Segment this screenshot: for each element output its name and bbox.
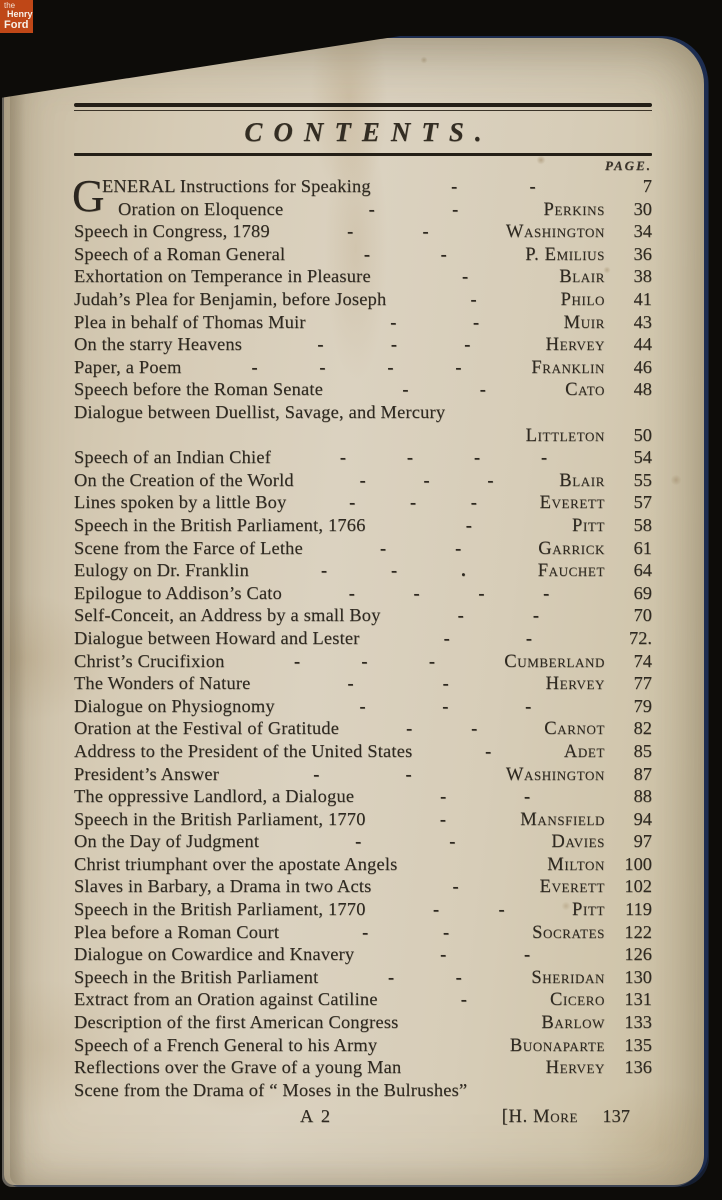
dash-separator: - <box>409 492 417 513</box>
toc-author: Adet <box>563 740 605 762</box>
toc-author: Philo <box>560 289 605 311</box>
dash-separators <box>386 288 560 311</box>
toc-entry-title: Exhortation on Temperance in Pleasure <box>74 266 371 287</box>
toc-page-number: 94 <box>633 808 652 829</box>
toc-row <box>74 559 652 582</box>
toc-page-number: 72. <box>629 627 652 648</box>
page-column-label: PAGE. <box>605 158 652 174</box>
dash-separator: - <box>472 311 480 332</box>
toc-entry-title: Description of the first American Congress <box>74 1012 399 1033</box>
toc-author: Hervey <box>545 1057 605 1079</box>
toc-entry-title: Speech in the British Parliament, 1770 <box>74 899 366 920</box>
toc-row <box>74 582 652 605</box>
toc-row <box>74 469 652 492</box>
title-rule <box>74 153 652 156</box>
toc-page-number: 119 <box>625 899 652 920</box>
toc-entry-title: Oration on Eloquence <box>118 198 284 219</box>
footer-page-number: 137 <box>602 1106 630 1127</box>
toc-author: Franklin <box>531 356 605 378</box>
toc-row <box>74 537 652 560</box>
toc-author: Socrates <box>532 921 605 943</box>
toc-entry-title: Extract from an Oration against Catiline <box>74 989 378 1010</box>
toc-list <box>72 171 652 1101</box>
toc-entry-title: On the Day of Judgment <box>74 831 260 852</box>
toc-author: Mansfield <box>520 808 605 830</box>
dash-separator: - <box>452 876 459 897</box>
toc-row <box>74 333 652 356</box>
toc-entry-title: Speech before the Roman Senate <box>74 379 324 400</box>
toc-row <box>74 717 652 740</box>
dash-separator: - <box>470 492 477 513</box>
dash-separators <box>412 740 563 763</box>
toc-entry-title: Oration at the Festival of Gratitude <box>74 718 340 739</box>
toc-row <box>74 220 652 243</box>
dash-separators <box>275 695 616 718</box>
dash-separator: - <box>524 786 531 807</box>
dash-separator: - <box>391 560 398 581</box>
toc-row <box>74 740 652 763</box>
dash-separators <box>242 333 546 356</box>
toc-row <box>74 830 652 853</box>
toc-entry-title: Speech in Congress, 1789 <box>74 221 270 242</box>
dash-separator: - <box>452 198 459 219</box>
dash-separator: . <box>461 560 466 581</box>
dash-separator: - <box>428 650 435 671</box>
toc-page-number: 30 <box>633 198 652 219</box>
footer-author: [H. More <box>501 1106 578 1128</box>
toc-row <box>74 446 652 469</box>
dash-separator: - <box>362 921 369 942</box>
page-title: CONTENTS. <box>244 117 493 148</box>
dash-separators <box>318 966 531 989</box>
toc-entry-title: Christ’s Crucifixion <box>74 650 225 671</box>
dash-separator: - <box>443 921 450 942</box>
dash-separator: - <box>455 537 462 558</box>
dash-separators <box>354 785 616 808</box>
top-rule-thick <box>74 103 652 107</box>
toc-page-number: 34 <box>633 221 652 242</box>
toc-page-number: 77 <box>633 673 652 694</box>
dash-separator: - <box>387 966 395 987</box>
toc-author: Pitt <box>572 899 605 921</box>
dash-separator: - <box>440 944 447 965</box>
toc-row <box>74 356 652 379</box>
logo-line-the: the <box>4 1 16 10</box>
toc-author: Cicero <box>549 989 605 1011</box>
toc-author: Blair <box>559 266 605 288</box>
dash-separator: - <box>347 221 354 242</box>
dash-separators <box>381 604 616 627</box>
dash-separators <box>323 378 565 401</box>
dash-separators <box>294 469 559 492</box>
toc-author: Cumberland <box>504 650 605 672</box>
dash-separators <box>354 943 616 966</box>
dash-separators <box>251 672 546 695</box>
dash-separator: - <box>368 198 375 219</box>
toc-entry-title: Dialogue on Physiognomy <box>74 695 275 716</box>
toc-page-number: 135 <box>624 1034 652 1055</box>
dash-separators <box>285 243 525 266</box>
toc-entry-title: Speech of an Indian Chief <box>74 447 272 468</box>
toc-row <box>74 265 652 288</box>
dash-separators <box>372 875 540 898</box>
toc-row <box>74 943 652 966</box>
dash-separators <box>259 830 551 853</box>
toc-row <box>74 1034 652 1057</box>
toc-entry-title: President’s Answer <box>74 763 220 784</box>
toc-row <box>74 288 652 311</box>
toc-author: P. Emilius <box>525 243 605 265</box>
dash-separator: - <box>406 718 413 739</box>
toc-page-number: 136 <box>624 1057 652 1078</box>
dash-separator: - <box>479 379 486 400</box>
dash-separators <box>339 717 544 740</box>
dash-separator: - <box>293 650 301 671</box>
dash-separator: - <box>455 356 462 377</box>
toc-entry-title: Scene from the Drama of “ Moses in the Bulrushes” <box>74 1079 468 1100</box>
toc-row <box>74 1056 652 1079</box>
toc-entry-title: Dialogue on Cowardice and Knavery <box>74 944 355 965</box>
dash-separator: - <box>379 537 387 558</box>
dash-separator: - <box>540 447 548 468</box>
dash-separator: - <box>432 899 440 920</box>
dash-separators <box>282 582 616 605</box>
toc-page-number: 58 <box>633 514 652 535</box>
toc-entry-title: Speech in the British Parliament, 1766 <box>74 514 366 535</box>
toc-row <box>74 198 652 221</box>
toc-author: Fauchet <box>537 560 605 582</box>
logo-line-henry: Henry <box>7 9 33 19</box>
toc-author: Davies <box>551 831 605 853</box>
toc-entry-title: Address to the President of the United States <box>74 740 413 761</box>
dash-separator: - <box>498 899 505 920</box>
dash-separator: - <box>449 831 456 852</box>
toc-row <box>74 378 652 401</box>
dash-separators <box>366 514 572 537</box>
dash-separator: - <box>413 582 420 603</box>
toc-author: Hervey <box>545 673 605 695</box>
dash-separator: - <box>359 469 366 490</box>
dash-separator: - <box>320 560 328 581</box>
page-content <box>4 38 704 1129</box>
toc-author: Carnot <box>544 718 605 740</box>
toc-entry-title: Speech in the British Parliament, 1770 <box>74 808 366 829</box>
signature-mark: A 2 <box>300 1106 333 1127</box>
toc-entry-title: Lines spoken by a little Boy <box>74 492 287 513</box>
dash-separator: - <box>363 243 370 264</box>
toc-page-number: 85 <box>633 740 652 761</box>
toc-entry-title: Dialogue between Howard and Lester <box>74 627 360 648</box>
toc-page-number: 130 <box>624 966 652 987</box>
toc-page-number: 55 <box>633 469 652 490</box>
toc-footer <box>74 1106 652 1129</box>
toc-page-number: 82 <box>633 718 652 739</box>
toc-row <box>74 627 652 650</box>
toc-entry-title: The Wonders of Nature <box>74 673 251 694</box>
toc-author: Littleton <box>525 424 605 446</box>
dash-separator: - <box>348 582 355 603</box>
dash-separator: - <box>317 334 324 355</box>
toc-page-number: 74 <box>633 650 652 671</box>
dash-separator: - <box>347 673 354 694</box>
toc-row <box>74 491 652 514</box>
dash-separator: - <box>470 289 477 310</box>
dash-separator: - <box>361 650 368 671</box>
toc-author: Hervey <box>545 334 605 356</box>
toc-page-number: 122 <box>624 921 652 942</box>
dash-separators <box>219 763 506 786</box>
dash-separators <box>271 446 616 469</box>
toc-author: Cato <box>565 379 605 401</box>
dash-separators <box>303 537 538 560</box>
toc-page-number: 44 <box>633 334 652 355</box>
toc-author: Everett <box>539 492 605 514</box>
dash-separator: - <box>339 447 347 468</box>
toc-author: Barlow <box>541 1012 605 1034</box>
toc-row <box>74 401 652 424</box>
toc-row <box>74 921 652 944</box>
dash-separators <box>249 559 538 582</box>
logo-line-ford: Ford <box>4 19 29 31</box>
toc-page-number: 64 <box>633 560 652 581</box>
dash-separator: - <box>455 966 462 987</box>
dash-separators <box>225 650 505 673</box>
toc-entry-title: Slaves in Barbary, a Drama in two Acts <box>74 876 372 897</box>
dash-separator: - <box>524 944 531 965</box>
dash-separators <box>306 311 564 334</box>
toc-page-number: 61 <box>633 537 652 558</box>
dash-separator: - <box>251 356 258 377</box>
toc-entry-title: Speech of a French General to his Army <box>74 1034 378 1055</box>
toc-row <box>74 1011 652 1034</box>
toc-entry-title: Scene from the Farce of Lethe <box>74 537 303 558</box>
dash-separator: - <box>402 379 409 400</box>
toc-author: Everett <box>539 876 605 898</box>
toc-page-number: 54 <box>633 447 652 468</box>
toc-page-number: 50 <box>633 424 652 445</box>
dash-separator: - <box>471 718 478 739</box>
toc-entry-title: Christ triumphant over the apostate Angels <box>74 853 398 874</box>
toc-page-number: 36 <box>633 243 652 264</box>
toc-page-number: 87 <box>633 763 652 784</box>
toc-author: Garrick <box>538 537 605 559</box>
toc-row <box>74 243 652 266</box>
toc-entry-title: On the Creation of the World <box>74 469 294 490</box>
toc-entry-title: Speech of a Roman General <box>74 243 286 264</box>
toc-page-number: 48 <box>633 379 652 400</box>
dash-separator: - <box>451 176 458 197</box>
dash-separators <box>378 988 550 1011</box>
dash-separator: - <box>406 447 414 468</box>
toc-page-number: 41 <box>633 289 652 310</box>
dash-separator: - <box>487 469 494 490</box>
dash-separator: - <box>440 786 447 807</box>
toc-page-number: 79 <box>633 695 652 716</box>
toc-row <box>74 650 652 673</box>
toc-page-number: 133 <box>624 1012 652 1033</box>
toc-entry-title: Plea in behalf of Thomas Muir <box>74 311 306 332</box>
toc-page-number: 131 <box>624 989 652 1010</box>
toc-row <box>74 424 652 447</box>
toc-page-number: 88 <box>633 786 652 807</box>
toc-author: Muir <box>563 311 605 333</box>
toc-row <box>74 853 652 876</box>
toc-row <box>74 695 652 718</box>
dash-separators <box>371 265 559 288</box>
dash-separators <box>366 898 572 921</box>
toc-row <box>74 988 652 1011</box>
toc-row <box>74 672 652 695</box>
dash-separator: - <box>349 492 356 513</box>
dash-separator: - <box>359 695 366 716</box>
toc-row <box>74 514 652 537</box>
dash-separator: - <box>387 356 394 377</box>
toc-row <box>74 604 652 627</box>
dash-separator: - <box>423 469 430 490</box>
toc-author: Washington <box>505 763 605 785</box>
toc-entry-title: The oppressive Landlord, a Dialogue <box>74 786 355 807</box>
dash-separators <box>283 198 543 221</box>
dash-separators <box>270 220 506 243</box>
dash-separator: - <box>439 808 446 829</box>
dash-separator: - <box>525 627 532 648</box>
toc-author: Perkins <box>543 198 605 220</box>
toc-page-number: 46 <box>633 356 652 377</box>
toc-author: Milton <box>547 853 605 875</box>
toc-entry-title: Speech in the British Parliament <box>74 966 319 987</box>
dash-separator: - <box>442 673 449 694</box>
toc-entry-title: Self-Conceit, an Address by a small Boy <box>74 605 381 626</box>
toc-author: Blair <box>559 469 605 491</box>
dash-separator: - <box>319 356 326 377</box>
dash-separator: - <box>529 176 536 197</box>
dash-separator: - <box>355 831 362 852</box>
dash-separator: - <box>422 221 429 242</box>
book-page <box>4 38 704 1185</box>
toc-row <box>74 875 652 898</box>
toc-page-number: 57 <box>633 492 652 513</box>
toc-page-number: 100 <box>624 853 652 874</box>
dash-separator: - <box>443 627 450 648</box>
toc-author: Washington <box>505 221 605 243</box>
toc-entry-title: Dialogue between Duellist, Savage, and Mercury <box>74 402 446 422</box>
dash-separators <box>279 921 532 944</box>
dash-separator: - <box>532 605 539 626</box>
dash-separator: - <box>462 266 469 287</box>
toc-entry-title: Paper, a Poem <box>74 356 182 377</box>
toc-page-number: 126 <box>624 944 652 965</box>
dash-separator: - <box>473 447 481 468</box>
dash-separator: - <box>440 243 447 264</box>
toc-page-number: 70 <box>633 605 652 626</box>
toc-page-number: 7 <box>642 176 652 197</box>
toc-entry-title: Plea before a Roman Court <box>74 921 280 942</box>
toc-entry-title: Eulogy on Dr. Franklin <box>74 560 250 581</box>
top-rule-thin <box>74 110 652 111</box>
dash-separator: - <box>465 514 472 535</box>
toc-page-number: 102 <box>624 876 652 897</box>
dash-separator: - <box>485 740 492 761</box>
dash-separator: - <box>464 334 471 355</box>
dash-separator: - <box>457 605 464 626</box>
dash-separator: - <box>543 582 550 603</box>
dash-separator: - <box>313 763 320 784</box>
dash-separator: - <box>390 334 397 355</box>
dash-separators <box>360 627 616 650</box>
toc-page-number: 97 <box>633 831 652 852</box>
dash-separators <box>366 808 521 831</box>
dash-separator: - <box>405 763 412 784</box>
toc-entry-title: Reflections over the Grave of a young Man <box>74 1057 402 1078</box>
toc-row <box>74 898 652 921</box>
dash-separator: - <box>390 311 397 332</box>
toc-row <box>74 785 652 808</box>
dash-separator: - <box>442 695 449 716</box>
toc-entry-title: Judah’s Plea for Benjamin, before Joseph <box>74 289 387 310</box>
toc-row <box>74 311 652 334</box>
toc-author: Buonaparte <box>509 1034 605 1056</box>
toc-page-number: 69 <box>633 582 652 603</box>
toc-entry-title: On the starry Heavens <box>74 334 243 355</box>
drop-cap-letter: G <box>72 171 105 222</box>
toc-row <box>74 966 652 989</box>
dash-separators <box>371 175 616 198</box>
toc-author: Pitt <box>572 514 605 536</box>
toc-row <box>74 808 652 831</box>
toc-entry-title: ENERAL Instructions for Speaking <box>102 176 371 197</box>
dash-separators <box>182 356 532 379</box>
toc-page-number: 38 <box>633 266 652 287</box>
dash-separator: - <box>525 695 532 716</box>
henry-ford-logo <box>0 0 33 33</box>
dash-separators <box>286 491 539 514</box>
toc-row <box>74 763 652 786</box>
toc-page-number: 43 <box>633 311 652 332</box>
toc-row <box>74 1079 652 1102</box>
toc-entry-title: Epilogue to Addison’s Cato <box>74 582 283 603</box>
toc-author: Sheridan <box>531 966 605 988</box>
dash-separator: - <box>478 582 485 603</box>
dash-separator: - <box>460 989 467 1010</box>
